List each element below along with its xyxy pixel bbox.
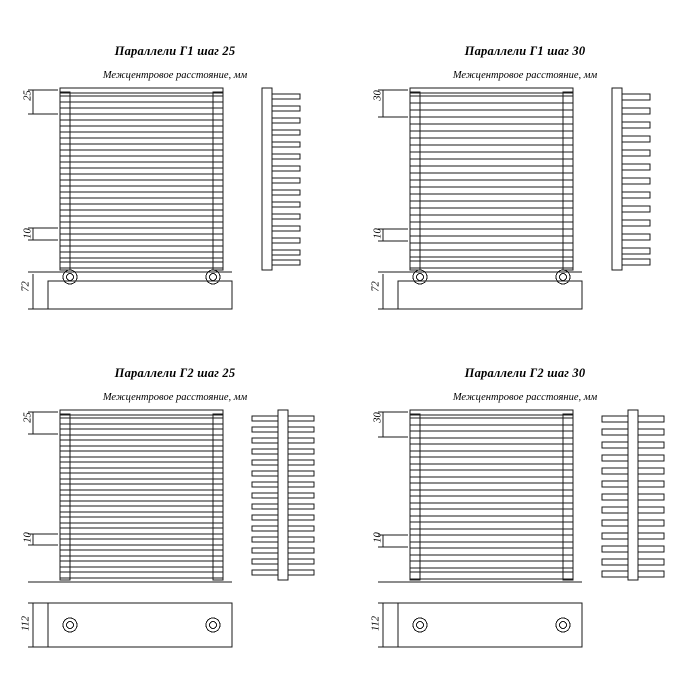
panel-title: Параллели Г2 шаг 25	[114, 366, 236, 380]
dim-mid-pitch: 10	[372, 228, 384, 239]
dim-depth: 72	[20, 281, 32, 292]
panel-g1-step30	[350, 0, 700, 350]
dim-mid-pitch: 10	[22, 532, 34, 543]
panel-subtitle: Межцентровое расстояние, мм	[452, 392, 598, 403]
panel-title: Параллели Г1 шаг 30	[464, 44, 586, 58]
dim-top-pitch: 30	[372, 90, 384, 101]
dim-depth: 112	[370, 616, 382, 631]
panel-title: Параллели Г2 шаг 30	[464, 366, 586, 380]
panel-subtitle: Межцентровое расстояние, мм	[102, 392, 248, 403]
dim-depth: 72	[370, 281, 382, 292]
dim-top-pitch: 25	[22, 412, 34, 423]
panel-title: Параллели Г1 шаг 25	[114, 44, 236, 58]
dim-depth: 112	[20, 616, 32, 631]
dim-mid-pitch: 10	[22, 228, 34, 239]
panel-subtitle: Межцентровое расстояние, мм	[452, 70, 598, 81]
dim-top-pitch: 25	[22, 90, 34, 101]
dim-top-pitch: 30	[372, 412, 384, 423]
panel-g1-step25	[0, 0, 350, 350]
panel-g2-step30	[350, 350, 700, 700]
panel-g2-step25	[0, 350, 350, 700]
panel-subtitle: Межцентровое расстояние, мм	[102, 70, 248, 81]
dim-mid-pitch: 10	[372, 532, 384, 543]
